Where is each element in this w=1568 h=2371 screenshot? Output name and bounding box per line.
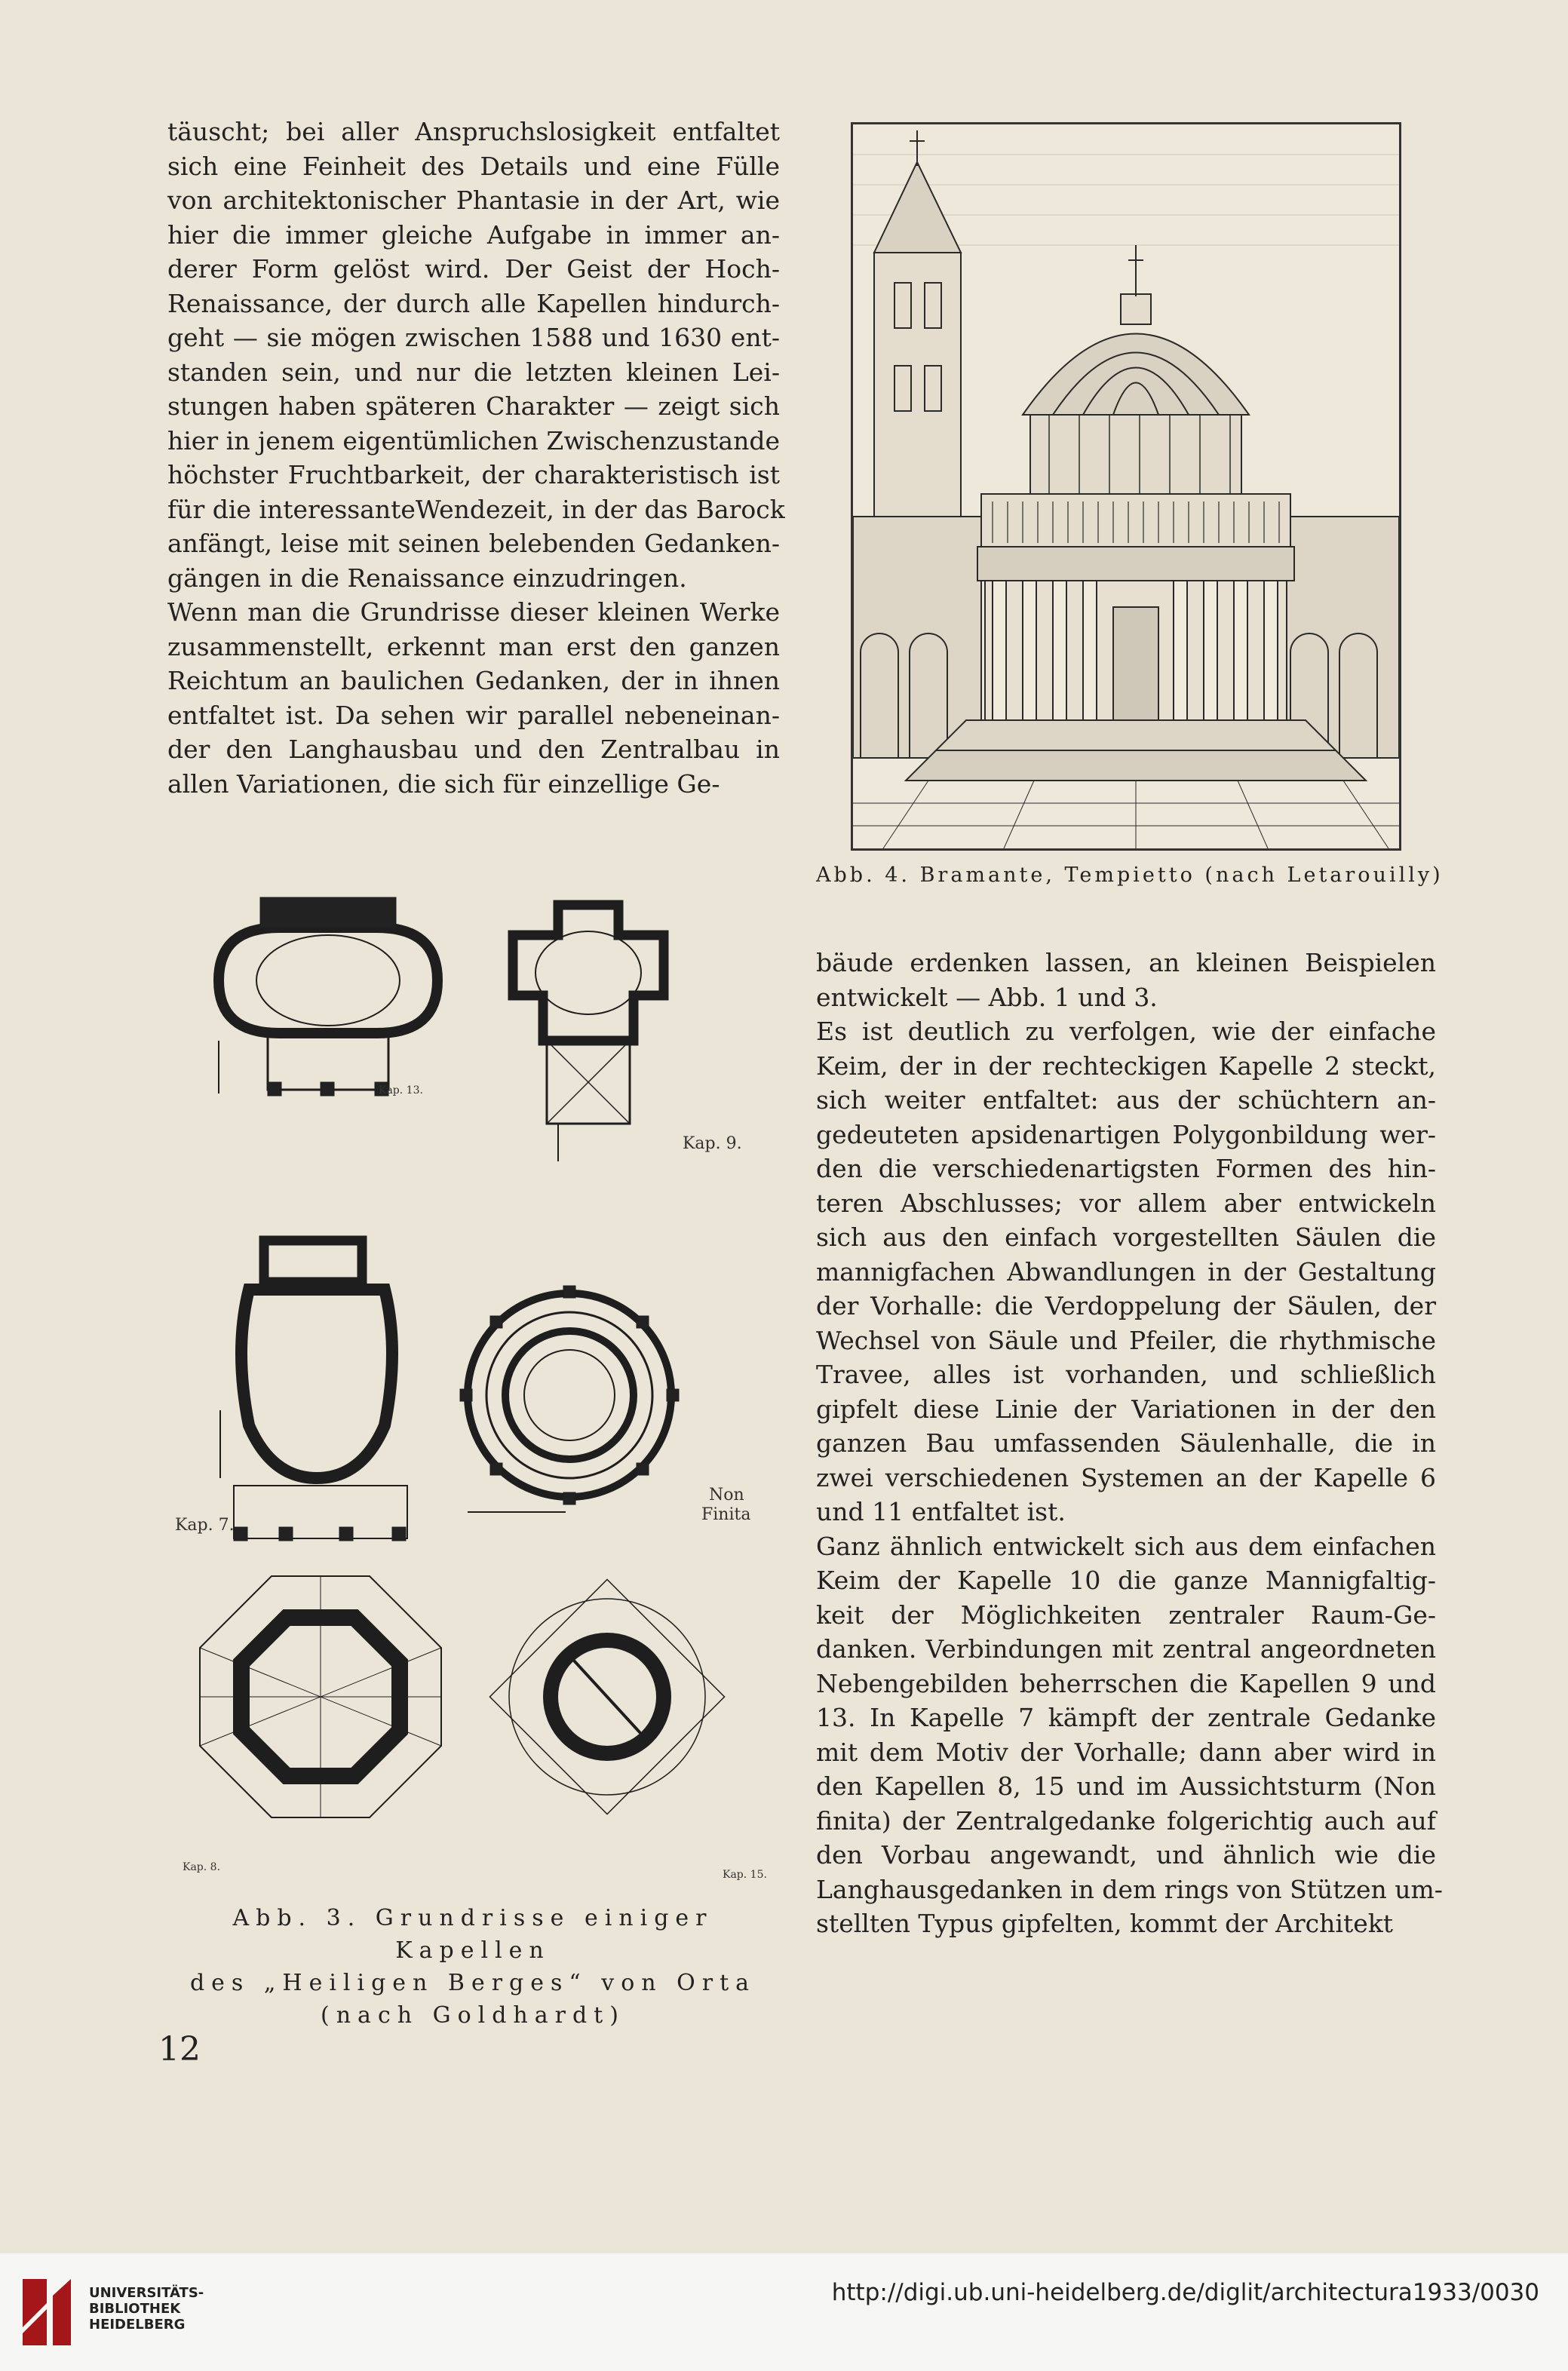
fig3-caption-line: Abb. 3. Grundrisse einiger Kapellen: [232, 1905, 713, 1964]
library-logo-icon: [17, 2273, 77, 2351]
text-line: Wechsel von Säule und Pfeiler, die rhythmische: [816, 1325, 1436, 1355]
text-line: und 11 entfaltet ist.: [816, 1497, 1066, 1526]
text-line: Nebengebilden beherrschen die Kapellen 9 und: [816, 1668, 1436, 1698]
text-line: stungen haben späteren Charakter — zeigt sich: [167, 391, 780, 421]
text-line: danken. Verbindungen mit zentral angeordneten: [816, 1634, 1436, 1664]
text-line: Ganz ähnlich entwickelt sich aus dem einfachen: [816, 1531, 1436, 1561]
tempietto-drawing: [853, 124, 1399, 848]
plan-kap9: [513, 905, 664, 1161]
text-line: stellten Typus gipfelten, kommt der Architekt: [816, 1909, 1394, 1938]
text-line: zwei verschiedenen Systemen an der Kapelle 6: [816, 1462, 1436, 1492]
label-kap7: Kap. 7.: [175, 1516, 235, 1535]
text-line: allen Variationen, die sich für einzellige Ge-: [167, 768, 720, 799]
text-line: sich weiter entfaltet: aus der schüchtern an-: [816, 1085, 1436, 1115]
left-column-text: [167, 115, 785, 801]
text-line: hier in jenem eigentümlichen Zwischenzustande: [167, 425, 780, 455]
library-name-line: BIBLIOTHEK: [89, 2301, 181, 2317]
text-line: den Vorbau angewandt, und ähnlich wie die: [816, 1840, 1436, 1870]
text-line: Renaissance, der durch alle Kapellen hindurch-: [167, 288, 780, 318]
text-line: 13. In Kapelle 7 kämpft der zentrale Gedanke: [816, 1703, 1436, 1732]
text-line: sich eine Feinheit des Details und eine Fülle: [167, 151, 780, 181]
text-line: anfängt, leise mit seinen belebenden Gedanken-: [167, 529, 780, 558]
text-line: Wenn man die Grundrisse dieser kleinen Werke: [167, 597, 780, 627]
text-line: derer Form gelöst wird. Der Geist der Hoch-: [167, 254, 780, 284]
label-kap9: Kap. 9.: [683, 1134, 742, 1153]
page-number: 12: [158, 2030, 201, 2069]
fig3-caption-line: (nach Goldhardt): [321, 2002, 625, 2029]
text-line: den Kapellen 8, 15 und im Aussichtsturm (Non: [816, 1771, 1436, 1801]
text-line: der Vorhalle: die Verdoppelung der Säulen, der: [816, 1291, 1436, 1320]
text-line: Keim, der in der rechteckigen Kapelle 2 steckt,: [816, 1051, 1436, 1081]
text-line: der den Langhausbau und den Zentralbau in: [167, 735, 780, 764]
library-name: [89, 2285, 204, 2333]
text-line: gedeuteten apsidenartigen Polygonbildung wer-: [816, 1119, 1436, 1149]
plan-kap8: [200, 1576, 441, 1817]
plan-kap7: [220, 1241, 407, 1541]
text-line: geht — sie mögen zwischen 1588 und 1630 ent-: [167, 323, 780, 352]
label-kap8: Kap. 8.: [183, 1861, 221, 1873]
text-line: bäude erdenken lassen, an kleinen Beispielen: [816, 948, 1436, 977]
plan-non-finita: [460, 1286, 679, 1512]
plan-kap13: [219, 897, 437, 1096]
text-line: gipfelt diese Linie der Variationen in der den: [816, 1394, 1436, 1424]
source-url-link[interactable]: http://digi.ub.uni-heidelberg.de/diglit/architectura1933/0030: [831, 2279, 1539, 2306]
text-line: den die verschiedenartigsten Formen des hin-: [816, 1154, 1436, 1183]
label-finita: Finita: [701, 1505, 751, 1524]
fig3-caption-line: des „Heiligen Berges“ von Orta: [189, 1970, 756, 1996]
text-line: Langhausgedanken in dem rings von Stützen um-: [816, 1874, 1443, 1904]
tempietto-engraving: [851, 122, 1401, 851]
library-name-line: HEIDELBERG: [89, 2317, 186, 2333]
text-line: Travee, alles ist vorhanden, und schließlich: [816, 1360, 1436, 1389]
text-line: höchster Fruchtbarkeit, der charakteristisch ist: [167, 460, 780, 489]
plan-kap15: [489, 1579, 724, 1814]
text-line: teren Abschlusses; vor allem aber entwickeln: [816, 1188, 1436, 1218]
chapel-floor-plans: [175, 882, 784, 1885]
library-footer: [0, 2253, 1568, 2371]
text-line: ganzen Bau umfassenden Säulenhalle, die in: [816, 1428, 1436, 1458]
text-line: täuscht; bei aller Anspruchslosigkeit entfaltet: [167, 117, 780, 146]
text-line: mannigfachen Abwandlungen in der Gestaltung: [816, 1256, 1436, 1287]
text-line: Reichtum an baulichen Gedanken, der in ihnen: [167, 666, 780, 695]
text-line: mit dem Motiv der Vorhalle; dann aber wird in: [816, 1737, 1436, 1767]
text-line: zusammenstellt, erkennt man erst den ganzen: [167, 631, 780, 661]
label-non: Non: [709, 1486, 744, 1504]
text-line: finita) der Zentralgedanke folgerichtig auch auf: [816, 1805, 1436, 1836]
fig4-caption: Abb. 4. Bramante, Tempietto (nach Letarouilly): [816, 863, 1444, 887]
right-column-text: [816, 946, 1443, 1941]
text-line: von architektonischer Phantasie in der Art, wie: [167, 186, 780, 215]
text-line: entfaltet ist. Da sehen wir parallel nebeneinan-: [167, 700, 780, 730]
text-line: keit der Möglichkeiten zentraler Raum-Ge-: [816, 1600, 1436, 1630]
text-line: für die interessanteWendezeit, in der das Barock: [167, 494, 785, 524]
library-name-line: UNIVERSITÄTS-: [89, 2285, 204, 2301]
text-line: sich aus den einfach vorgestellten Säulen die: [816, 1222, 1436, 1252]
fig3-caption: [160, 1902, 786, 2032]
label-kap13: Kap. 13.: [379, 1084, 423, 1097]
text-line: Keim der Kapelle 10 die ganze Mannigfaltig-: [816, 1566, 1436, 1595]
text-line: hier die immer gleiche Aufgabe in immer an-: [167, 219, 780, 250]
text-line: Es ist deutlich zu verfolgen, wie der einfache: [816, 1017, 1436, 1046]
floor-plans-drawing: [189, 882, 784, 1885]
label-kap15: Kap. 15.: [723, 1869, 767, 1881]
text-line: gängen in die Renaissance einzudringen.: [167, 563, 687, 593]
text-line: entwickelt — Abb. 1 und 3.: [816, 982, 1158, 1012]
text-line: standen sein, und nur die letzten kleinen Lei-: [167, 357, 780, 387]
